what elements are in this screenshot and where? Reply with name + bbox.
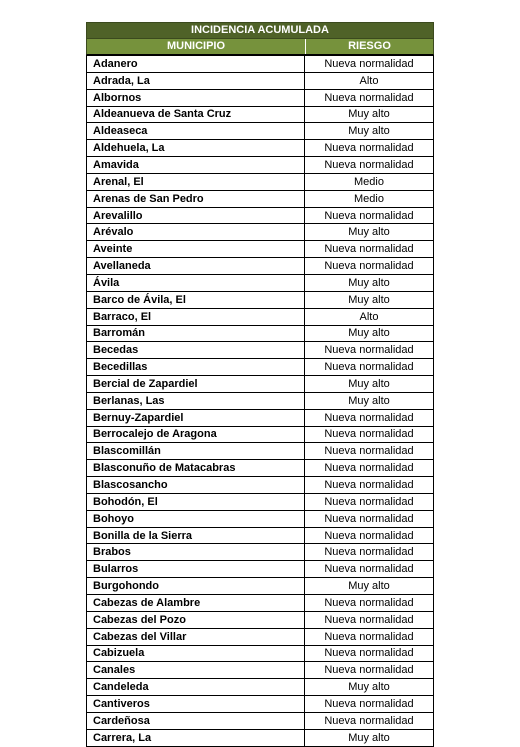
riesgo-cell: Nueva normalidad [305, 89, 434, 106]
riesgo-cell: Nueva normalidad [305, 409, 434, 426]
municipio-cell: Bonilla de la Sierra [87, 527, 305, 544]
riesgo-cell: Muy alto [305, 376, 434, 393]
municipio-cell: Ávila [87, 274, 305, 291]
riesgo-cell: Nueva normalidad [305, 342, 434, 359]
municipio-cell: Cabizuela [87, 645, 305, 662]
riesgo-cell: Nueva normalidad [305, 477, 434, 494]
riesgo-cell: Nueva normalidad [305, 359, 434, 376]
riesgo-cell: Nueva normalidad [305, 712, 434, 729]
municipio-cell: Amavida [87, 157, 305, 174]
header-riesgo: RIESGO [348, 40, 391, 52]
table-row [87, 426, 434, 443]
riesgo-cell: Nueva normalidad [305, 241, 434, 258]
table-row [87, 224, 434, 241]
table-row [87, 207, 434, 224]
riesgo-cell: Nueva normalidad [305, 544, 434, 561]
header-municipio: MUNICIPIO [87, 39, 306, 54]
municipio-cell: Cabezas del Villar [87, 628, 305, 645]
riesgo-cell: Nueva normalidad [305, 258, 434, 275]
riesgo-cell: Muy alto [305, 392, 434, 409]
riesgo-cell: Nueva normalidad [305, 662, 434, 679]
riesgo-cell: Nueva normalidad [305, 157, 434, 174]
riesgo-cell: Nueva normalidad [305, 56, 434, 73]
table-row [87, 527, 434, 544]
riesgo-cell: Nueva normalidad [305, 140, 434, 157]
table-row [87, 611, 434, 628]
table-row [87, 274, 434, 291]
table-row [87, 493, 434, 510]
municipio-cell: Arenas de San Pedro [87, 190, 305, 207]
table-row [87, 308, 434, 325]
riesgo-cell: Nueva normalidad [305, 510, 434, 527]
riesgo-cell: Muy alto [305, 578, 434, 595]
municipio-cell: Blascomillán [87, 443, 305, 460]
riesgo-cell: Muy alto [305, 123, 434, 140]
riesgo-cell: Nueva normalidad [305, 493, 434, 510]
table-row [87, 140, 434, 157]
table-row [87, 106, 434, 123]
table-row [87, 477, 434, 494]
municipio-cell: Adanero [87, 56, 305, 73]
table-row [87, 409, 434, 426]
table-row [87, 325, 434, 342]
municipio-cell: Blasconuño de Matacabras [87, 460, 305, 477]
riesgo-cell: Muy alto [305, 291, 434, 308]
table-row [87, 241, 434, 258]
riesgo-cell: Nueva normalidad [305, 561, 434, 578]
table-row [87, 190, 434, 207]
incidence-table-sheet [86, 22, 434, 747]
municipio-cell: Barraco, El [87, 308, 305, 325]
riesgo-cell: Nueva normalidad [305, 527, 434, 544]
municipio-cell: Barco de Ávila, El [87, 291, 305, 308]
riesgo-cell: Nueva normalidad [305, 611, 434, 628]
municipio-cell: Aldeaseca [87, 123, 305, 140]
municipio-cell: Arenal, El [87, 173, 305, 190]
municipio-cell: Brabos [87, 544, 305, 561]
table-row [87, 56, 434, 73]
riesgo-cell: Alto [305, 72, 434, 89]
municipio-cell: Barromán [87, 325, 305, 342]
table-row [87, 712, 434, 729]
municipio-cell: Berlanas, Las [87, 392, 305, 409]
table-row [87, 123, 434, 140]
table-row [87, 645, 434, 662]
municipio-cell: Cabezas de Alambre [87, 595, 305, 612]
municipio-cell: Burgohondo [87, 578, 305, 595]
riesgo-cell: Nueva normalidad [305, 628, 434, 645]
table-row [87, 561, 434, 578]
table-header-row [86, 39, 434, 55]
municipio-cell: Becedas [87, 342, 305, 359]
incidence-table [86, 55, 434, 747]
riesgo-cell: Nueva normalidad [305, 460, 434, 477]
municipio-cell: Bularros [87, 561, 305, 578]
municipio-cell: Albornos [87, 89, 305, 106]
table-row [87, 578, 434, 595]
municipio-cell: Blascosancho [87, 477, 305, 494]
municipio-cell: Adrada, La [87, 72, 305, 89]
table-row [87, 72, 434, 89]
table-row [87, 359, 434, 376]
table-row [87, 89, 434, 106]
riesgo-cell: Muy alto [305, 729, 434, 746]
table-title: INCIDENCIA ACUMULADA [86, 22, 434, 39]
riesgo-cell: Nueva normalidad [305, 207, 434, 224]
municipio-cell: Bercial de Zapardiel [87, 376, 305, 393]
table-row [87, 376, 434, 393]
table-row [87, 258, 434, 275]
municipio-cell: Arevalillo [87, 207, 305, 224]
municipio-cell: Berrocalejo de Aragona [87, 426, 305, 443]
riesgo-cell: Muy alto [305, 106, 434, 123]
municipio-cell: Aveinte [87, 241, 305, 258]
municipio-cell: Cantiveros [87, 696, 305, 713]
municipio-cell: Cardeñosa [87, 712, 305, 729]
table-row [87, 510, 434, 527]
riesgo-cell: Nueva normalidad [305, 426, 434, 443]
municipio-cell: Aldeanueva de Santa Cruz [87, 106, 305, 123]
municipio-cell: Bohoyo [87, 510, 305, 527]
table-row [87, 595, 434, 612]
table-row [87, 628, 434, 645]
riesgo-cell: Nueva normalidad [305, 696, 434, 713]
riesgo-cell: Medio [305, 173, 434, 190]
municipio-cell: Becedillas [87, 359, 305, 376]
riesgo-cell: Muy alto [305, 325, 434, 342]
riesgo-cell: Nueva normalidad [305, 645, 434, 662]
riesgo-cell: Nueva normalidad [305, 595, 434, 612]
municipio-cell: Carrera, La [87, 729, 305, 746]
riesgo-cell: Muy alto [305, 679, 434, 696]
riesgo-cell: Muy alto [305, 274, 434, 291]
table-row [87, 173, 434, 190]
riesgo-cell: Alto [305, 308, 434, 325]
table-row [87, 443, 434, 460]
table-row [87, 460, 434, 477]
municipio-cell: Canales [87, 662, 305, 679]
table-row [87, 392, 434, 409]
table-row [87, 291, 434, 308]
table-row [87, 679, 434, 696]
municipio-cell: Bernuy-Zapardiel [87, 409, 305, 426]
table-body [87, 56, 434, 747]
table-row [87, 729, 434, 746]
table-row [87, 696, 434, 713]
municipio-cell: Candeleda [87, 679, 305, 696]
table-row [87, 157, 434, 174]
riesgo-cell: Muy alto [305, 224, 434, 241]
riesgo-cell: Medio [305, 190, 434, 207]
municipio-cell: Bohodón, El [87, 493, 305, 510]
municipio-cell: Aldehuela, La [87, 140, 305, 157]
table-row [87, 662, 434, 679]
table-row [87, 544, 434, 561]
riesgo-cell: Nueva normalidad [305, 443, 434, 460]
municipio-cell: Cabezas del Pozo [87, 611, 305, 628]
table-row [87, 342, 434, 359]
municipio-cell: Avellaneda [87, 258, 305, 275]
municipio-cell: Arévalo [87, 224, 305, 241]
